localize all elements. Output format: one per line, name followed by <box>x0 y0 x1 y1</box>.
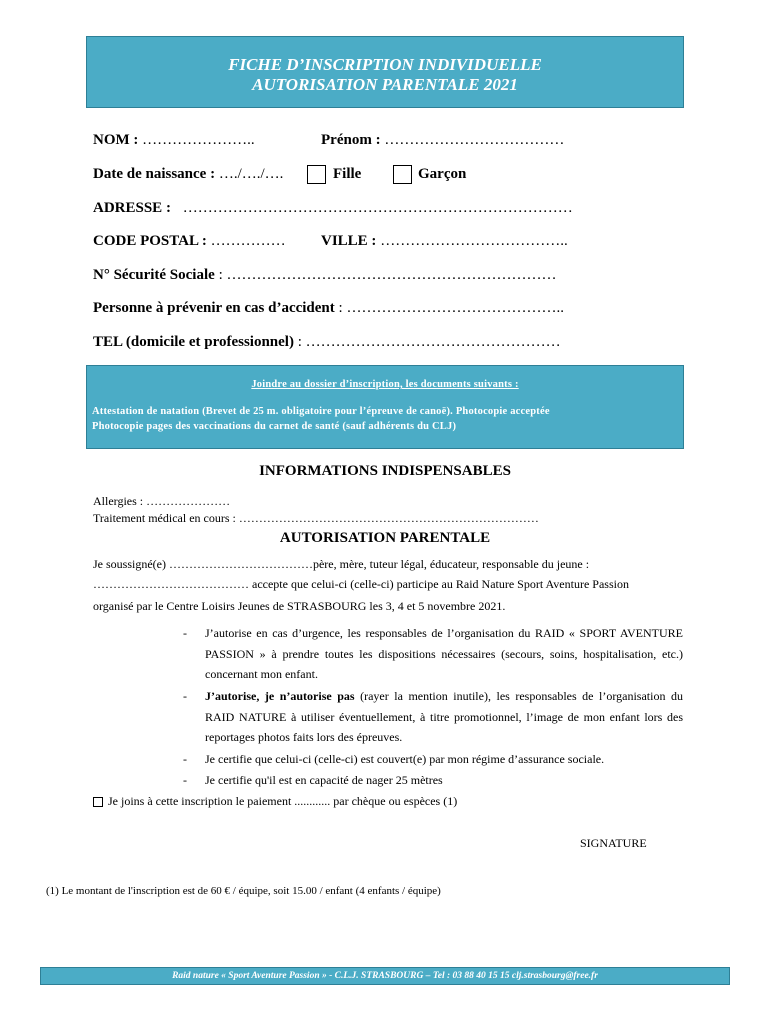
traitement-label: Traitement médical en cours <box>93 511 230 525</box>
adresse-label: ADRESSE : <box>93 200 171 216</box>
accident-contact-label: Personne à prévenir en cas d’accident <box>93 300 335 316</box>
documents-line-1: Attestation de natation (Brevet de 25 m. obligatoire pour l’épreuve de canoë). Photocopie acceptée <box>92 406 550 417</box>
garcon-checkbox[interactable] <box>393 165 412 184</box>
accident-contact-dots: : …………………………………….. <box>338 300 564 316</box>
documents-line-2: Photocopie pages des vaccinations du carnet de santé (sauf adhérents du CLJ) <box>92 421 457 432</box>
bullet-dash-2: - <box>183 689 187 703</box>
telephone-dots: : …………………………………………… <box>297 334 561 350</box>
fille-checkbox[interactable] <box>307 165 326 184</box>
footnote: (1) Le montant de l'inscription est de 60 € / équipe, soit 15.00 / enfant (4 enfants / équipe) <box>46 885 441 897</box>
documents-title: Joindre au dossier d’inscription, les documents suivants : <box>251 379 519 390</box>
bullet-urgence: J’autorise en cas d’urgence, les responsables de l’organisation du RAID « SPORT AVENTURE PASSION » à prendre toutes les dispositions nécessaires (secours, soins, hospitalisation, etc.) concernant mon enfant. <box>205 626 683 681</box>
accident-contact-field[interactable] <box>93 300 564 317</box>
telephone-field[interactable] <box>93 334 561 351</box>
bullet-image-bold: J’autorise, je n’autorise pas <box>205 689 355 703</box>
informations-title: INFORMATIONS INDISPENSABLES <box>259 463 511 479</box>
dob-field[interactable] <box>93 166 283 183</box>
securite-sociale-field[interactable] <box>93 267 556 284</box>
garcon-label: Garçon <box>418 166 467 182</box>
code-postal-field[interactable] <box>93 233 286 250</box>
bullet-image <box>205 686 683 748</box>
documents-box <box>86 365 684 449</box>
form-title-line-1: FICHE D’INSCRIPTION INDIVIDUELLE <box>228 55 542 74</box>
payment-checkbox[interactable] <box>93 797 103 807</box>
securite-sociale-dots: : ………………………………………………………… <box>218 267 557 283</box>
footer-bar <box>40 967 730 985</box>
bullet-image-rest: (rayer la mention inutile), les responsables de l’organisation du RAID NATURE à utiliser éventuellement, à titre promotionnel, l’image de mon enfant lors des reportages photos faits lors des épreuves. <box>205 689 683 744</box>
autorisation-line-1: Je soussigné(e) ………………………………père, mère, tuteur légal, éducateur, responsable du jeune : <box>93 557 590 571</box>
traitement-dots: : ………………………………………………………………… <box>232 511 539 525</box>
ville-dots: ……………………………….. <box>380 233 568 249</box>
bullet-dash-4: - <box>183 773 187 787</box>
footer-text: Raid nature « Sport Aventure Passion » - C.L.J. STRASBOURG – Tel : 03 88 40 15 15 clj.strasbourg@free.fr <box>172 971 598 981</box>
nom-dots: ………………….. <box>142 132 255 148</box>
autorisation-line-2: ………………………………… accepte que celui-ci (celle-ci) participe au Raid Nature Sport Aventure Passion <box>93 577 629 591</box>
adresse-dots: …………………………………………………………………… <box>182 200 573 216</box>
bullet-assurance: Je certifie que celui-ci (celle-ci) est couvert(e) par mon régime d’assurance sociale. <box>205 752 605 766</box>
prenom-dots: ……………………………… <box>384 132 565 148</box>
code-postal-dots: …………… <box>210 233 286 249</box>
ville-label: VILLE : <box>321 233 377 249</box>
autorisation-title: AUTORISATION PARENTALE <box>279 530 491 546</box>
telephone-label: TEL (domicile et professionnel) <box>93 334 294 350</box>
dob-label: Date de naissance : <box>93 166 216 182</box>
traitement-field[interactable] <box>93 511 539 526</box>
bullet-dash-3: - <box>183 752 187 766</box>
securite-sociale-label: N° Sécurité Sociale <box>93 267 215 283</box>
form-title-line-2: AUTORISATION PARENTALE 2021 <box>252 75 518 94</box>
dob-value: …./…./…. <box>218 166 284 182</box>
ville-field[interactable] <box>321 233 568 250</box>
prenom-label: Prénom : <box>321 132 381 148</box>
adresse-field[interactable] <box>93 200 573 217</box>
prenom-field[interactable] <box>321 132 564 149</box>
signature-label: SIGNATURE <box>580 836 647 850</box>
form-header <box>86 36 684 108</box>
allergies-field[interactable]: Allergies : ………………… <box>93 494 231 508</box>
payment-text: Je joins à cette inscription le paiement ............ par chèque ou espèces (1) <box>108 794 458 808</box>
autorisation-line-3: organisé par le Centre Loisirs Jeunes de STRASBOURG les 3, 4 et 5 novembre 2021. <box>93 599 506 613</box>
fille-label: Fille <box>333 166 362 182</box>
nom-label: NOM : <box>93 132 139 148</box>
code-postal-label: CODE POSTAL : <box>93 233 207 249</box>
bullet-natation: Je certifie qu'il est en capacité de nager 25 mètres <box>205 773 443 787</box>
bullet-dash-1: - <box>183 626 187 640</box>
nom-field[interactable] <box>93 132 255 149</box>
